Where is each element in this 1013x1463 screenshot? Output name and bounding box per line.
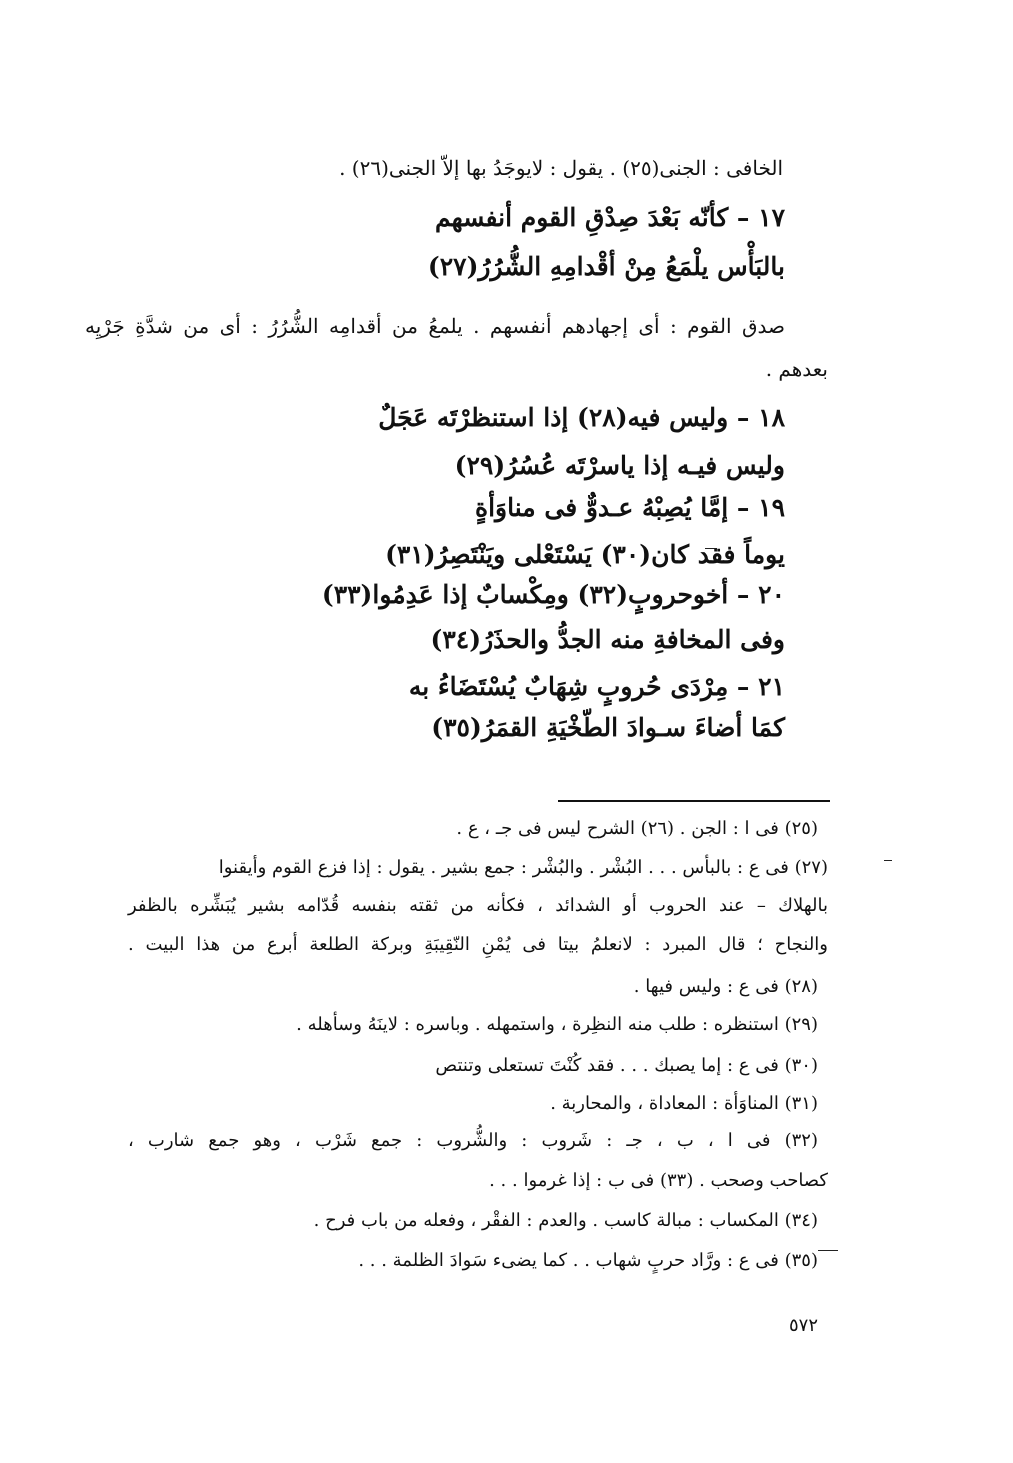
- verse-17-first-hemistich: ١٧ – كأنّه بَعْدَ صِدْقِ القوم أنفسهم: [435, 203, 785, 232]
- verse-19-second-hemistich: يوماً فقد كان(٣٠) يَسْتَعْلى ويَنْتَصِرُ(٣١): [385, 540, 785, 569]
- verse-19-first-hemistich: ١٩ – إمَّا يُصِبْهُ عـدوٌّ فى مناوَأةٍ: [474, 493, 785, 522]
- footnote-27-line-3: والنجاح ؛ قال المبرد : لانعلمُ بيتا فى يُمْنِ النّقِيبَةِ وبركة الطلعة أبرع من هذا البيت .: [128, 934, 828, 955]
- footnote-28: (٢٨) فى ع : وليس فيها .: [633, 976, 818, 997]
- footnote-separator-rule: [558, 800, 830, 802]
- intro-commentary-line: الخافى : الجنى(٢٥) . يقول : لايوجَدُ بها إلاّ الجنى(٢٦) .: [339, 156, 783, 180]
- footnote-25-26: (٢٥) فى ا : الجن . (٢٦) الشرح ليس فى جـ ، ع .: [456, 818, 818, 839]
- footnote-27-line-2: بالهلاك – عند الحروب أو الشدائد ، فكأنه من ثقته بنفسه قُدّامه بشير يُبَشِّره بالظفر: [128, 895, 828, 916]
- verse-18-second-hemistich: وليس فيـه إذا ياسرْتَه عُسُرُ(٢٩): [454, 451, 785, 480]
- stray-mark: [818, 1250, 838, 1251]
- commentary-line-1: صدق القوم : أى إجهادهم أنفسهم . يلمعُ من أقدامِه الشُّرُرُ : أى من شدَّةِ جَرْيِه: [85, 314, 785, 338]
- stray-mark: [884, 860, 892, 861]
- verse-20-first-hemistich: ٢٠ – أخوحروبٍ(٣٢) ومِكْسابٌ إذا عَدِمُوا(٣٣): [321, 580, 785, 609]
- verse-20-second-hemistich: وفى المخافةِ منه الجدُّ والحذَرُ(٣٤): [430, 625, 785, 654]
- footnote-27-line-1: (٢٧) فى ع : بالبأس . . . البُشْر . والبُشْر : جمع بشير . يقول : إذا فزع القوم وأيقنوا: [218, 857, 828, 878]
- footnote-29: (٢٩) استنظره : طلب منه النظِرة ، واستمهله . وباسره : لاينَهُ وسأهله .: [296, 1014, 818, 1035]
- footnote-32-33: كصاحب وصحب . (٣٣) فى ب : إذا غرموا . . .: [489, 1170, 828, 1191]
- verse-18-first-hemistich: ١٨ – وليس فيه(٢٨) إذا استنظرْتَه عَجَلٌ: [378, 403, 785, 432]
- footnote-31: (٣١) المناوَأة : المعاداة ، والمحاربة .: [550, 1093, 818, 1114]
- footnote-35: (٣٥) فى ع : ورَّاد حربٍ شهاب . . كما يضىء سَوادَ الظلمة . . .: [358, 1250, 818, 1271]
- footnote-30: (٣٠) فى ع : إما يصبك . . . فقد كُنْتَ تستعلى وتنتص: [435, 1055, 818, 1076]
- verse-17-second-hemistich: بالبَأْس يلْمَعُ مِنْ أقْدامِهِ الشُّرُرُ(٢٧): [427, 252, 785, 281]
- verse-21-first-hemistich: ٢١ – مِرْدَى حُروبٍ شِهَابٌ يُسْتَضَاءُ به: [408, 672, 785, 701]
- verse-21-second-hemistich: كمَا أضاءَ سـوادَ الطّخْيَةِ القمَرُ(٣٥): [431, 713, 785, 742]
- footnote-32-line-1: (٣٢) فى ا ، ب ، جـ : شَروب : والشُّروب : جمع شَرْب ، وهو جمع شارب ،: [128, 1130, 818, 1151]
- page-number: ٥٧٢: [788, 1315, 818, 1336]
- commentary-line-2: بعدهم .: [765, 357, 828, 381]
- footnote-34: (٣٤) المكساب : مبالة كاسب . والعدم : الفقْر ، وفعله من باب فرح .: [313, 1210, 818, 1231]
